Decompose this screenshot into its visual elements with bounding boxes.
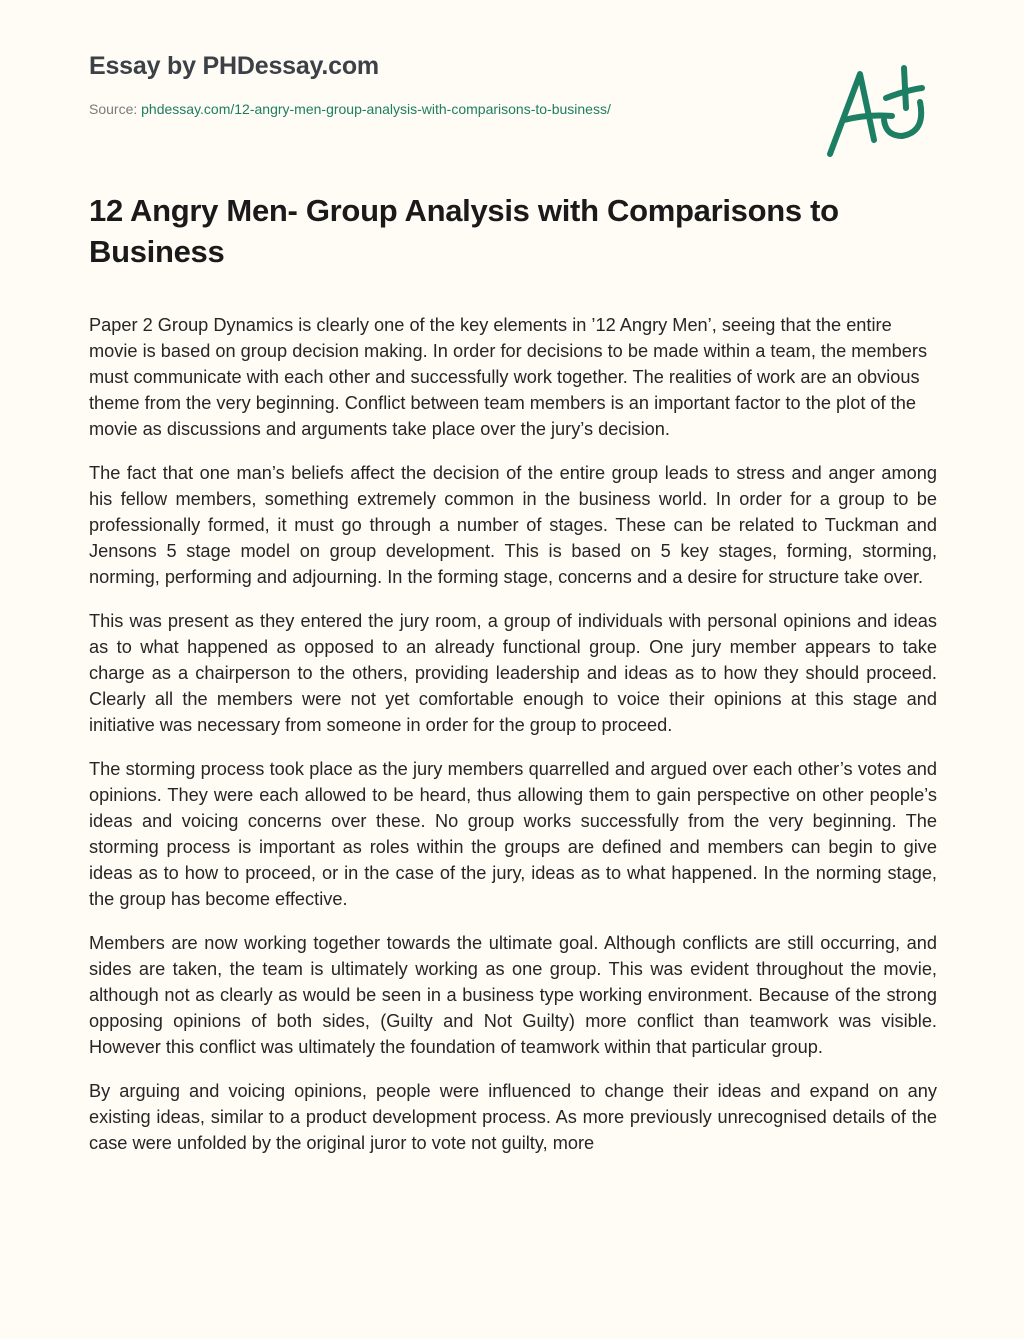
paragraph: The fact that one man’s beliefs affect the decision of the entire group leads to stress and anger among his fellow members, something extremely common in the business world. In order for a group to be professionally formed, it must go through a number of stages. These can be related to Tuckman and Jensons 5 stage model on group development. This is based on 5 key stages, forming, storming, norming, performing and adjourning. In the forming stage, concerns and a desire for structure take over. (89, 463, 937, 587)
a-plus-grade-icon (822, 62, 932, 162)
article-title: 12 Angry Men- Group Analysis with Comparisons to Business (89, 193, 839, 269)
source-line (89, 100, 789, 118)
paragraph: This was present as they entered the jury room, a group of individuals with personal opinions and ideas as to what happened as opposed to an already functional group. One jury member appears to take charge as a chairperson to the others, providing leadership and ideas as to how they should proceed. Clearly all the members were not yet comfortable enough to voice their opinions at this stage and initiative was necessary from someone in order for the group to proceed. (89, 611, 937, 735)
source-link[interactable]: phdessay.com/12-angry-men-group-analysis-with-comparisons-to-business/ (141, 101, 611, 117)
site-title: Essay by PHDessay.com (89, 52, 379, 80)
article-body (89, 312, 937, 1174)
paragraph: Members are now working together towards the ultimate goal. Although conflicts are still occurring, and sides are taken, the team is ultimately working as one group. This was evident throughout the movie, although not as clearly as would be seen in a business type working environment. Because of the strong opposing opinions of both sides, (Guilty and Not Guilty) more conflict than teamwork was visible. However this conflict was ultimately the foundation of teamwork within that particular group. (89, 933, 937, 1057)
paragraph: Paper 2 Group Dynamics is clearly one of the key elements in ’12 Angry Men’, seeing that the entire movie is based on group decision making. In order for decisions to be made within a team, the members must communicate with each other and successfully work together. The realities of work are an obvious theme from the very beginning. Conflict between team members is an important factor to the plot of the movie as discussions and arguments take place over the jury’s decision. (89, 315, 928, 439)
page-header (89, 50, 789, 118)
paragraph: By arguing and voicing opinions, people were influenced to change their ideas and expand on any existing ideas, similar to a product development process. As more previously unrecognised details of the case were unfolded by the original juror to vote not guilty, more (89, 1081, 937, 1153)
paragraph: The storming process took place as the jury members quarrelled and argued over each other’s votes and opinions. They were each allowed to be heard, thus allowing them to gain perspective on other people’s ideas and voicing concerns over these. No group works successfully from the very beginning. The storming process is important as roles within the groups are defined and members can begin to give ideas as to how to proceed, or in the case of the jury, ideas as to what happened. In the norming stage, the group has become effective. (89, 759, 937, 909)
source-label: Source: (89, 101, 142, 117)
